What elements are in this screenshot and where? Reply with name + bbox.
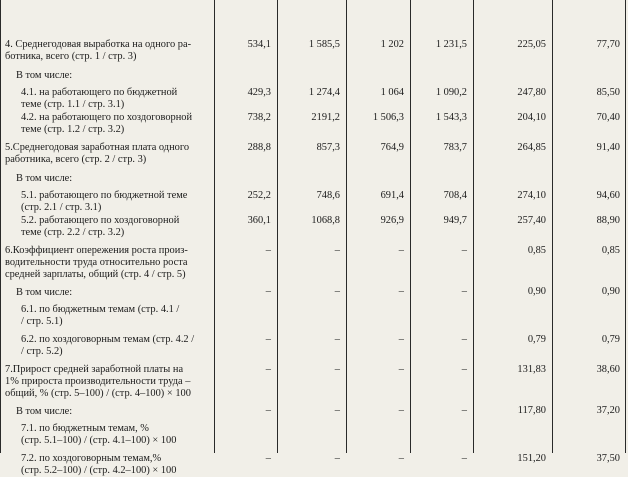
row-label [0,333,214,363]
table-cell: 748,6 [316,190,340,201]
label-line: теме (стр. 1.1 / стр. 3.1) [21,99,125,110]
table-cell: 2191,2 [311,112,340,123]
table-cell: 691,4 [380,190,404,201]
table-row [0,38,626,68]
table-cell: – [398,245,404,256]
table-cell [214,171,277,189]
table-cell: – [334,334,340,345]
table-cell [277,171,346,189]
table-cell: – [461,453,467,464]
label-line: В том числе: [16,406,73,417]
table-cell: 1 090,2 [435,87,467,98]
table-cell: 257,40 [517,215,546,226]
table-cell: – [398,286,404,297]
label-line: работника, всего (стр. 2 / стр. 3) [5,154,147,165]
label-line: теме (стр. 2.2 / стр. 3.2) [21,227,125,238]
label-line: 7.Прирост средней заработной платы на [5,364,184,375]
table-cell: 1068,8 [311,215,340,226]
table-cell: – [334,453,340,464]
table-cell: – [461,334,467,345]
table-cell [473,422,552,452]
table-cell [552,422,626,452]
table-cell: 91,40 [596,142,620,153]
table-cell [277,68,346,86]
table-cell: 926,9 [380,215,404,226]
table-cell: – [461,405,467,416]
table-cell: 37,20 [596,405,620,416]
row-label [0,244,214,285]
table-cell: 85,50 [596,87,620,98]
table-row [0,189,626,214]
table-cell [346,303,410,333]
table-cell: 38,60 [596,364,620,375]
table-row [0,86,626,111]
table-cell: – [398,453,404,464]
row-label [0,214,214,244]
table-cell: 274,10 [517,190,546,201]
table-cell [410,303,473,333]
table-row [0,244,626,285]
row-label [0,68,214,86]
table-cell: 857,3 [316,142,340,153]
row-label [0,285,214,303]
label-line: (стр. 5.1–100) / (стр. 4.1–100) × 100 [21,435,177,446]
table-cell [346,422,410,452]
table-cell: – [265,286,271,297]
label-line: ботника, всего (стр. 1 / стр. 3) [5,51,137,62]
table-cell: – [461,364,467,375]
label-line: 1% прироста производительности труда – [5,376,191,387]
table-cell: – [265,453,271,464]
table-cell: – [334,364,340,375]
table-cell: 429,3 [247,87,271,98]
table-cell: 360,1 [247,215,271,226]
label-line: 5.Среднегодовая заработная плата одного [5,142,190,153]
table-cell: 88,90 [596,215,620,226]
label-line: / стр. 5.1) [21,316,63,327]
table-cell: – [398,405,404,416]
table-cell [552,171,626,189]
label-line: 5.1. работающего по бюджетной теме [21,190,188,201]
table-cell: 1 274,4 [308,87,340,98]
table-cell: 1 585,5 [308,39,340,50]
label-line: / стр. 5.2) [21,346,63,357]
table-row [0,214,626,244]
table-cell: 949,7 [443,215,467,226]
table-cell [214,68,277,86]
table-cell [473,68,552,86]
table-row [0,452,626,477]
table-cell [346,171,410,189]
row-label [0,452,214,477]
table-cell: – [334,245,340,256]
table-cell: 0,79 [601,334,620,345]
row-label [0,303,214,333]
table-cell [410,422,473,452]
label-line: теме (стр. 1.2 / стр. 3.2) [21,124,125,135]
table-cell: 131,83 [517,364,546,375]
table-cell: 534,1 [247,39,271,50]
table-cell [410,171,473,189]
table-cell: 1 231,5 [435,39,467,50]
table-row [0,363,626,404]
table-row [0,111,626,141]
table-cell: 0,90 [527,286,546,297]
label-line: 7.2. по хоздоговорным темам,% [21,453,162,464]
table-cell: – [265,364,271,375]
table-row [0,422,626,452]
table-cell: 204,10 [517,112,546,123]
row-label [0,141,214,171]
row-label [0,86,214,111]
table-cell: 117,80 [517,405,546,416]
table-cell [277,422,346,452]
table-cell: 77,70 [596,39,620,50]
label-line: водительности труда относительно роста [5,257,188,268]
table-row [0,333,626,363]
label-line: 6.1. по бюджетным темам (стр. 4.1 / [21,304,180,315]
table-cell: – [265,334,271,345]
row-label [0,111,214,141]
table-cell: 225,05 [517,39,546,50]
table-cell: 151,20 [517,453,546,464]
table-cell: 94,60 [596,190,620,201]
table-cell [214,303,277,333]
label-line: 6.Коэффициент опережения роста произ- [5,245,188,256]
table-row [0,171,626,189]
table-cell: 1 064 [380,87,404,98]
table-cell: 70,40 [596,112,620,123]
indicator-table [0,38,626,477]
row-label [0,404,214,422]
table-cell: 783,7 [443,142,467,153]
table-cell [214,422,277,452]
table-cell: 0,85 [527,245,546,256]
row-label [0,422,214,452]
table-cell [552,68,626,86]
table-cell: 1 202 [380,39,404,50]
table-cell: – [398,364,404,375]
label-line: общий, % (стр. 5–100) / (стр. 4–100) × 100 [5,388,191,399]
table-row [0,68,626,86]
table-cell: – [334,405,340,416]
table-cell: 1 506,3 [372,112,404,123]
label-line: 4.1. на работающего по бюджетной [21,87,178,98]
label-line: 5.2. работающего по хоздоговорной [21,215,180,226]
table-cell: 288,8 [247,142,271,153]
table-cell: 0,90 [601,286,620,297]
table-row [0,285,626,303]
row-label [0,38,214,68]
table-cell: – [461,245,467,256]
table-cell: 0,85 [601,245,620,256]
label-line: В том числе: [16,70,73,81]
table-row [0,303,626,333]
row-label [0,171,214,189]
label-line: 4. Среднегодовая выработка на одного ра- [5,39,192,50]
table-cell [473,171,552,189]
label-line: В том числе: [16,173,73,184]
label-line: (стр. 5.2–100) / (стр. 4.2–100) × 100 [21,465,177,476]
table-cell [346,68,410,86]
label-line: В том числе: [16,287,73,298]
table-cell: – [461,286,467,297]
table-cell: – [398,334,404,345]
table-cell: 247,80 [517,87,546,98]
table-cell: 764,9 [380,142,404,153]
table-cell [552,303,626,333]
table-row [0,404,626,422]
table-cell: 1 543,3 [435,112,467,123]
table-row [0,141,626,171]
table-cell: 738,2 [247,112,271,123]
table-cell [410,68,473,86]
label-line: (стр. 2.1 / стр. 3.1) [21,202,102,213]
label-line: 6.2. по хоздоговорным темам (стр. 4.2 / [21,334,195,345]
label-line: 7.1. по бюджетным темам, % [21,423,149,434]
row-label [0,189,214,214]
table-cell: 0,79 [527,334,546,345]
table-cell [277,303,346,333]
table-cell: 708,4 [443,190,467,201]
table-cell: 37,50 [596,453,620,464]
table-cell [473,303,552,333]
table-cell: – [265,405,271,416]
row-label [0,363,214,404]
label-line: 4.2. на работающего по хоздоговорной [21,112,193,123]
table-cell: – [265,245,271,256]
table-cell: 264,85 [517,142,546,153]
table-cell: – [334,286,340,297]
label-line: средней зарплаты, общий (стр. 4 / стр. 5) [5,269,186,280]
table-cell: 252,2 [247,190,271,201]
